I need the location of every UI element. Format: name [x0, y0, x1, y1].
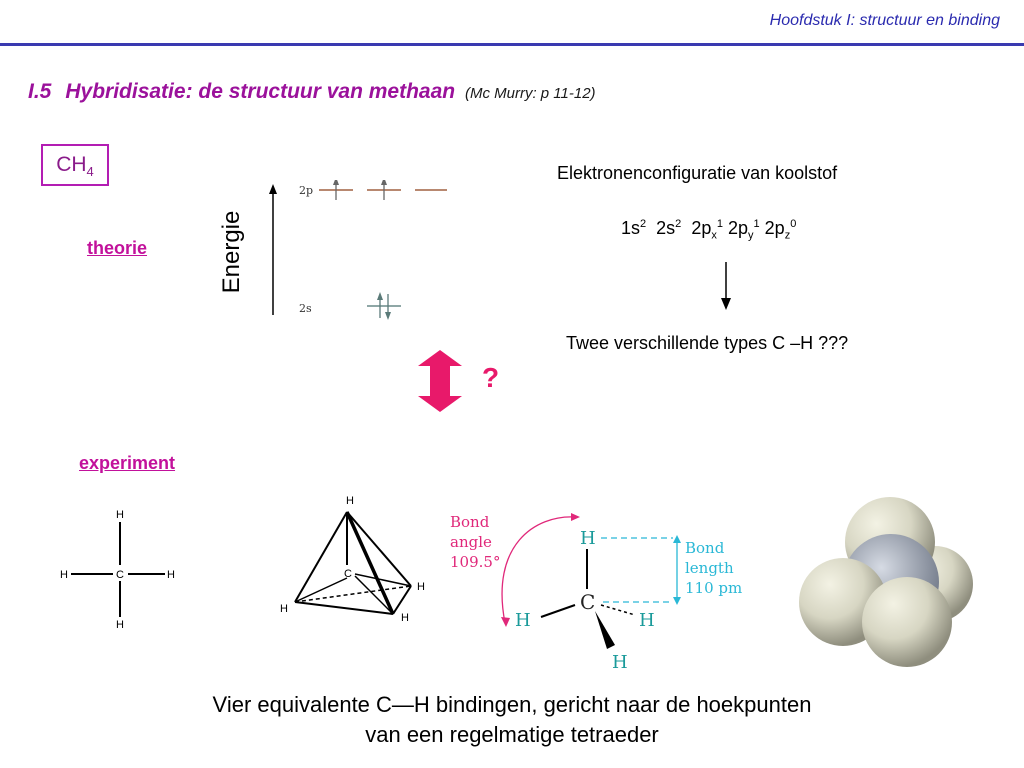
flat-structure-ch4: [55, 505, 185, 630]
question-text: Twee verschillende types C –H ???: [566, 333, 849, 353]
bond-angle-value: 109.5°: [450, 553, 501, 571]
level-2p-label: 2p: [299, 184, 314, 197]
double-arrow-icon: [416, 350, 464, 412]
tetrahedron-structure: [275, 490, 435, 625]
cfg-2s: 2s: [656, 218, 676, 238]
energy-level-diagram: [255, 180, 455, 325]
flat-h-bottom: H: [116, 619, 124, 630]
flat-h-right: H: [167, 569, 175, 581]
bond-angle-label-2: angle: [450, 533, 492, 551]
electron-configuration: [621, 218, 796, 242]
cfg-2px-exp: 1: [716, 218, 723, 230]
bond-angle-label-1: Bond: [450, 513, 490, 531]
cfg-2pz-exp: 0: [790, 218, 797, 230]
wedge-h-right: H: [639, 610, 655, 631]
reference: (Mc Murry: p 11-12): [464, 85, 596, 102]
wedge-c: C: [580, 590, 596, 614]
flat-c: C: [116, 569, 124, 581]
conclusion-text: [0, 690, 1024, 750]
cfg-1s-exp: 2: [640, 218, 647, 230]
tetra-c: C: [344, 568, 352, 580]
cfg-2px: 2p: [691, 218, 712, 238]
formula-main: CH: [56, 153, 87, 176]
cfg-1s: 1s: [621, 218, 641, 238]
bond-length-label-2: length: [685, 559, 734, 577]
tetra-h-right-upper: H: [417, 581, 425, 593]
wedge-h-top: H: [580, 528, 596, 549]
config-title: Elektronenconfiguratie van koolstof: [557, 163, 838, 183]
cfg-2py-exp: 1: [753, 218, 760, 230]
down-arrow: [716, 262, 736, 312]
bond-length-value: 110 pm: [685, 579, 743, 597]
section-number: I.5: [28, 80, 52, 103]
tetra-h-top: H: [346, 495, 354, 507]
formula-subscript: 4: [86, 164, 94, 180]
flat-h-left: H: [60, 569, 68, 581]
section-title: Hybridisatie: de structuur van methaan: [65, 80, 456, 103]
header-divider: [0, 43, 1024, 46]
tetra-h-left: H: [280, 603, 288, 615]
wedge-h-left: H: [515, 610, 531, 631]
cfg-2pz: 2p: [764, 218, 785, 238]
energy-axis-label: Energie: [218, 210, 245, 294]
bond-angle-figure: [445, 505, 765, 675]
conclusion-line-1: Vier equivalente C—H bindingen, gericht naar de hoekpunten: [212, 692, 812, 717]
theorie-link[interactable]: theorie: [87, 238, 148, 258]
flat-h-top: H: [116, 509, 124, 521]
level-2s-label: 2s: [299, 302, 312, 315]
cfg-2px-sub: x: [711, 229, 717, 242]
wedge-h-bottom: H: [612, 652, 628, 673]
chapter-header: Hoofdstuk I: structuur en binding: [769, 12, 1000, 29]
cfg-2py: 2p: [727, 218, 749, 238]
conclusion-line-2: van een regelmatige tetraeder: [365, 722, 659, 747]
bond-length-label-1: Bond: [685, 539, 725, 557]
cfg-2py-sub: y: [748, 229, 754, 242]
slide-title: [28, 80, 596, 104]
experiment-link[interactable]: experiment: [79, 453, 176, 473]
cfg-2s-exp: 2: [675, 218, 682, 230]
tetra-h-right-lower: H: [401, 612, 409, 624]
space-filling-model: [795, 492, 980, 677]
question-mark: ?: [482, 362, 500, 393]
cfg-2pz-sub: z: [784, 229, 791, 242]
ch4-formula-box: [41, 144, 109, 186]
